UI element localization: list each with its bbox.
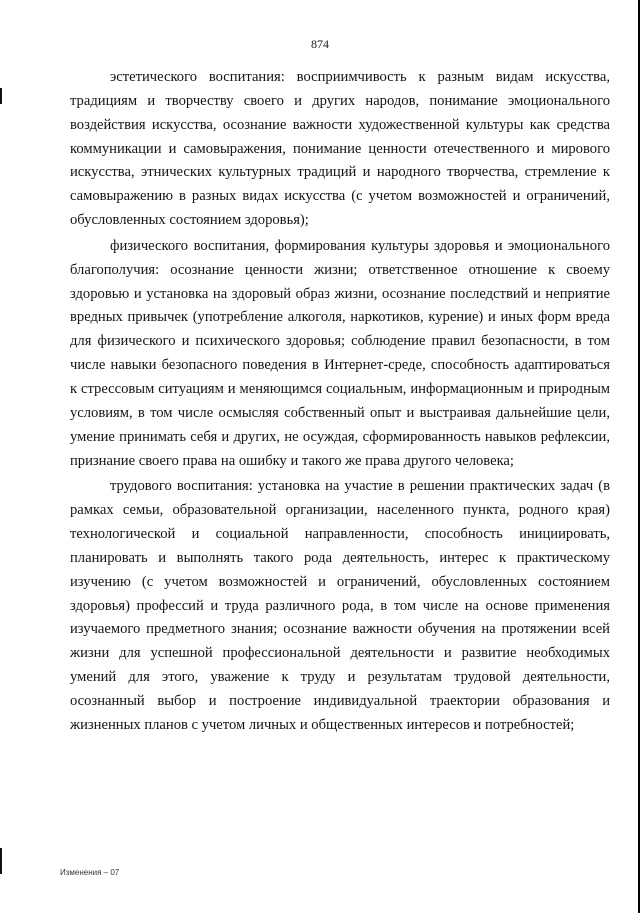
scan-edge-mark-bottom: [0, 848, 2, 874]
revision-footer: Изменения – 07: [60, 868, 120, 877]
scan-edge-mark-top: [0, 88, 2, 104]
paragraph-aesthetic-education: эстетического воспитания: восприимчивость к разным видам искусства, традициям и творчеству своего и других народов, понимание эмоционального воздействия искусства, осознание важности художественной культуры как средства коммуникации и самовыражения, понимание ценности отечественного и мирового искусства, этнических культурных традиций и народного творчества, стремление к самовыражению в разных видах искусства (с учетом возможностей и ограничений, обусловленных состоянием здоровья);: [70, 69, 610, 229]
paragraph-physical-education: физического воспитания, формирования культуры здоровья и эмоционального благополучия: осознание ценности жизни; ответственное отношение к своему здоровью и установка на здоровый образ жизни, осознание последствий и неприятие вредных привычек (употребление алкоголя, наркотиков, курение) и иных форм вреда для физического и психического здоровья; соблюдение правил безопасности, в том числе навыки безопасного поведения в Интернет-среде, способность адаптироваться к стрессовым ситуациям и меняющимся социальным, информационным и природным условиям, в том числе осмысляя собственный опыт и выстраивая дальнейшие цели, умение принимать себя и других, не осуждая, сформированность навыков рефлексии, признание своего права на ошибку и такого же права другого человека;: [70, 237, 610, 469]
body-text: [70, 66, 610, 740]
page-number: 874: [311, 37, 329, 51]
paragraph-labor-education: трудового воспитания: установка на участие в решении практических задач (в рамках семьи, образовательной организации, населенного пункта, родного края) технологической и социальной направленности, способность инициировать, планировать и выполнять такого рода деятельность, интерес к практическому изучению (с учетом возможностей и ограничений, обусловленных состоянием здоровья) профессий и труда различного рода, в том числе на основе применения изучаемого предметного знания; осознание важности обучения на протяжении всей жизни для успешной профессиональной деятельности и развитие необходимых умений для этого, уважение к труду и результатам трудовой деятельности, осознанный выбор и построение индивидуальной траектории образования и жизненных планов с учетом личных и общественных интересов и потребностей;: [70, 478, 610, 733]
